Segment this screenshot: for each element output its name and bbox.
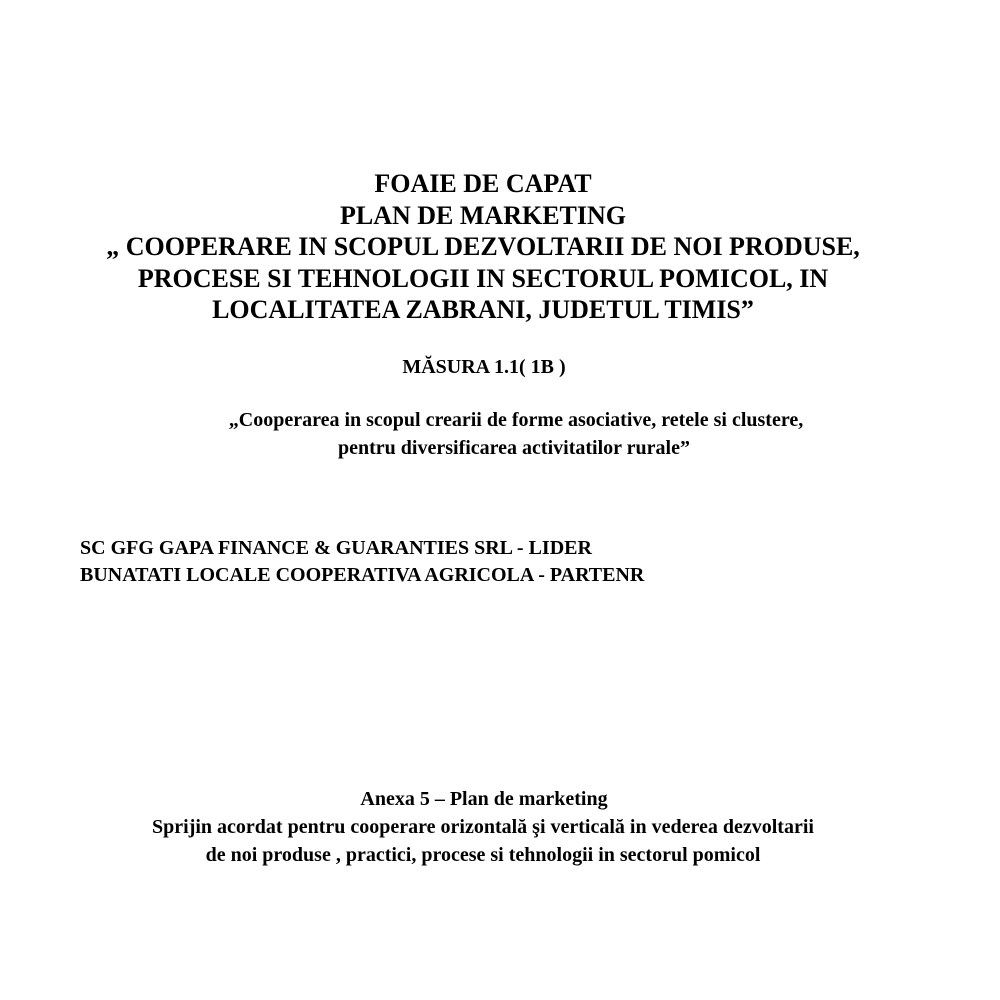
cover-sheet-title: FOAIE DE CAPAT (374, 169, 592, 198)
project-title-line-2: PROCESE SI TEHNOLOGII IN SECTORUL POMICOL, IN (137, 263, 829, 293)
annex-description-line-1: Sprijin acordat pentru cooperare orizontală şi verticală in vederea dezvoltarii (152, 816, 814, 838)
title-block (0, 168, 1000, 326)
measure-description-line-2: pentru diversificarea activitatilor rurale” (338, 437, 690, 459)
partner-member: BUNATATI LOCALE COOPERATIVA AGRICOLA - PARTENR (80, 564, 645, 586)
project-title-line-3: LOCALITATEA ZABRANI, JUDETUL TIMIS” (212, 295, 754, 324)
annex-block (0, 785, 1000, 869)
partner-leader: SC GFG GAPA FINANCE & GUARANTIES SRL - LIDER (80, 537, 592, 559)
annex-description-line-2: de noi produse , practici, procese si tehnologii in sectorul pomicol (205, 844, 761, 866)
measure-description (0, 406, 1000, 462)
project-title-line-1: „ COOPERARE IN SCOPUL DEZVOLTARII DE NOI PRODUSE, (106, 232, 860, 261)
plan-title: PLAN DE MARKETING (339, 200, 626, 230)
measure-label: MĂSURA 1.1( 1B ) (402, 356, 566, 378)
annex-title: Anexa 5 – Plan de marketing (360, 788, 608, 810)
partners-list (80, 535, 644, 589)
measure-description-line-1: „Cooperarea in scopul crearii de forme asociative, retele si clustere, (228, 409, 804, 431)
